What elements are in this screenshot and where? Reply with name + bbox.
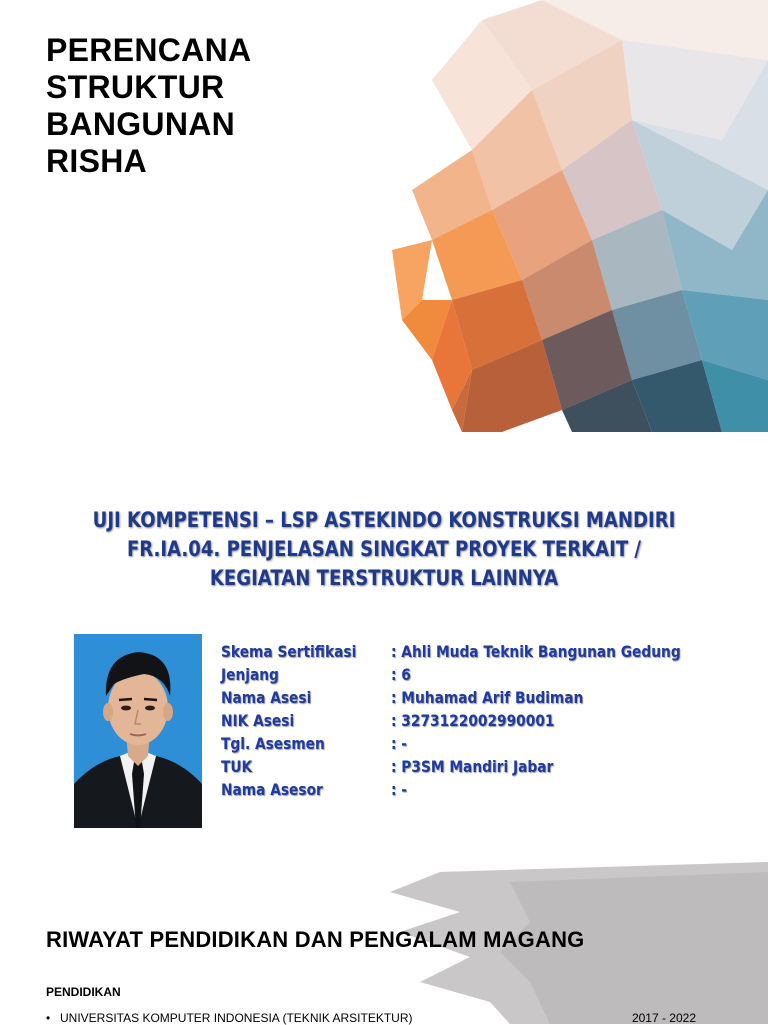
- info-row-skema: [221, 640, 741, 663]
- section-title: RIWAYAT PENDIDIKAN DAN PENGALAM MAGANG: [46, 927, 585, 952]
- heading-line: UJI KOMPETENSI – LSP ASTEKINDO KONSTRUKSI MANDIRI: [92, 508, 676, 532]
- title-line: RISHA: [46, 143, 148, 179]
- info-value: : -: [391, 780, 408, 799]
- info-value: : Ahli Muda Teknik Bangunan Gedung: [391, 642, 681, 661]
- education-name: UNIVERSITAS KOMPUTER INDONESIA (TEKNIK ARSITEKTUR): [60, 1011, 413, 1025]
- portrait-photo: [74, 634, 202, 828]
- info-value: : -: [391, 734, 408, 753]
- info-label: Tgl. Asesmen: [221, 734, 325, 753]
- info-row-jenjang: [221, 663, 741, 686]
- info-value: : 3273122002990001: [391, 711, 555, 730]
- bullet: •: [46, 1011, 51, 1025]
- info-row-tuk: [221, 755, 741, 778]
- competency-heading: [88, 506, 680, 593]
- info-row-tgl-asesmen: [221, 732, 741, 755]
- info-label: TUK: [221, 757, 253, 776]
- info-label: Jenjang: [221, 665, 279, 684]
- info-label: Nama Asesi: [221, 688, 312, 707]
- assessment-info: [221, 640, 741, 801]
- info-value: : Muhamad Arif Budiman: [391, 688, 584, 707]
- info-label: Skema Sertifikasi: [221, 642, 357, 661]
- heading-line: FR.IA.04. PENJELASAN SINGKAT PROYEK TERKAIT /: [126, 537, 642, 561]
- info-value: : 6: [391, 665, 411, 684]
- education-label: PENDIDIKAN: [46, 985, 121, 999]
- info-label: Nama Asesor: [221, 780, 323, 799]
- info-row-nik: [221, 709, 741, 732]
- low-poly-decoration: [392, 0, 768, 432]
- info-row-nama-asesor: [221, 778, 741, 801]
- page-title: [46, 32, 251, 180]
- title-line: BANGUNAN: [46, 106, 236, 142]
- info-label: NIK Asesi: [221, 711, 295, 730]
- education-years: 2017 - 2022: [631, 1011, 696, 1025]
- education-item: [46, 1011, 696, 1025]
- title-line: PERENCANA: [46, 32, 252, 68]
- heading-line: KEGIATAN TERSTRUKTUR LAINNYA: [209, 566, 559, 590]
- info-row-nama-asesi: [221, 686, 741, 709]
- info-value: : P3SM Mandiri Jabar: [391, 757, 554, 776]
- title-line: STRUKTUR: [46, 69, 225, 105]
